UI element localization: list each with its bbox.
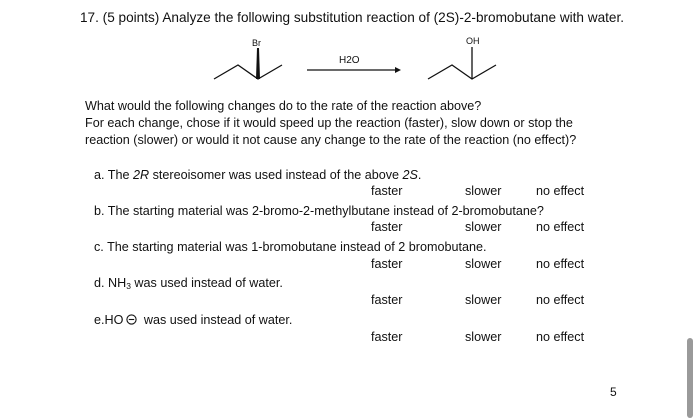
part-b-text: b. The starting material was 2-bromo-2-methylbutane instead of 2-bromobutane? <box>94 204 544 218</box>
prompt-line-1: What would the following changes do to the rate of the reaction above? <box>85 99 482 113</box>
part-a-no-effect-option[interactable]: no effect <box>536 184 585 198</box>
part-d-faster-option[interactable]: faster <box>371 293 403 307</box>
part-c-faster-option[interactable]: faster <box>371 257 403 271</box>
part-e-faster-option[interactable]: faster <box>371 330 403 344</box>
part-e-text: e.HO was used instead of water. <box>94 313 293 327</box>
reaction-arrow-head <box>395 67 401 73</box>
reactant-skeleton <box>214 65 282 79</box>
part-c-no-effect-option[interactable]: no effect <box>536 257 585 271</box>
reactant-wedge-bond <box>256 48 260 79</box>
part-d-text: d. $NH_3$ was used instead of water. <box>94 276 283 291</box>
part-b-slower-option[interactable]: slower <box>465 220 502 234</box>
product-oh-label: OH <box>466 36 480 46</box>
part-e-slower-option[interactable]: slower <box>465 330 502 344</box>
product-skeleton <box>428 65 496 79</box>
scrollbar-thumb[interactable] <box>687 338 693 418</box>
part-e-no-effect-option[interactable]: no effect <box>536 330 585 344</box>
part-d-slower-option[interactable]: slower <box>465 293 502 307</box>
part-a-slower-option[interactable]: slower <box>465 184 502 198</box>
part-b-no-effect-option[interactable]: no effect <box>536 220 585 234</box>
part-a-faster-option[interactable]: faster <box>371 184 403 198</box>
prompt-line-3: reaction (slower) or would it not cause any change to the rate of the reaction (no effect)? <box>85 133 577 147</box>
prompt-line-2: For each change, chose if it would speed up the reaction (faster), slow down or stop the <box>85 116 573 130</box>
part-c-slower-option[interactable]: slower <box>465 257 502 271</box>
page-number: 5 <box>610 385 617 399</box>
negative-charge-icon <box>125 314 138 325</box>
part-c-text: c. The starting material was 1-bromobutane instead of 2 bromobutane. <box>94 240 487 254</box>
reagent-label: H2O <box>339 55 360 66</box>
question-title: 17. (5 points) Analyze the following substitution reaction of (2S)-2-bromobutane with water. <box>80 10 625 25</box>
part-a-text: a. The 2R stereoisomer was used instead of the above 2S. <box>94 168 422 182</box>
part-d-no-effect-option[interactable]: no effect <box>536 293 585 307</box>
reaction-scheme <box>0 0 700 100</box>
part-b-faster-option[interactable]: faster <box>371 220 403 234</box>
reactant-br-label: Br <box>252 38 261 48</box>
